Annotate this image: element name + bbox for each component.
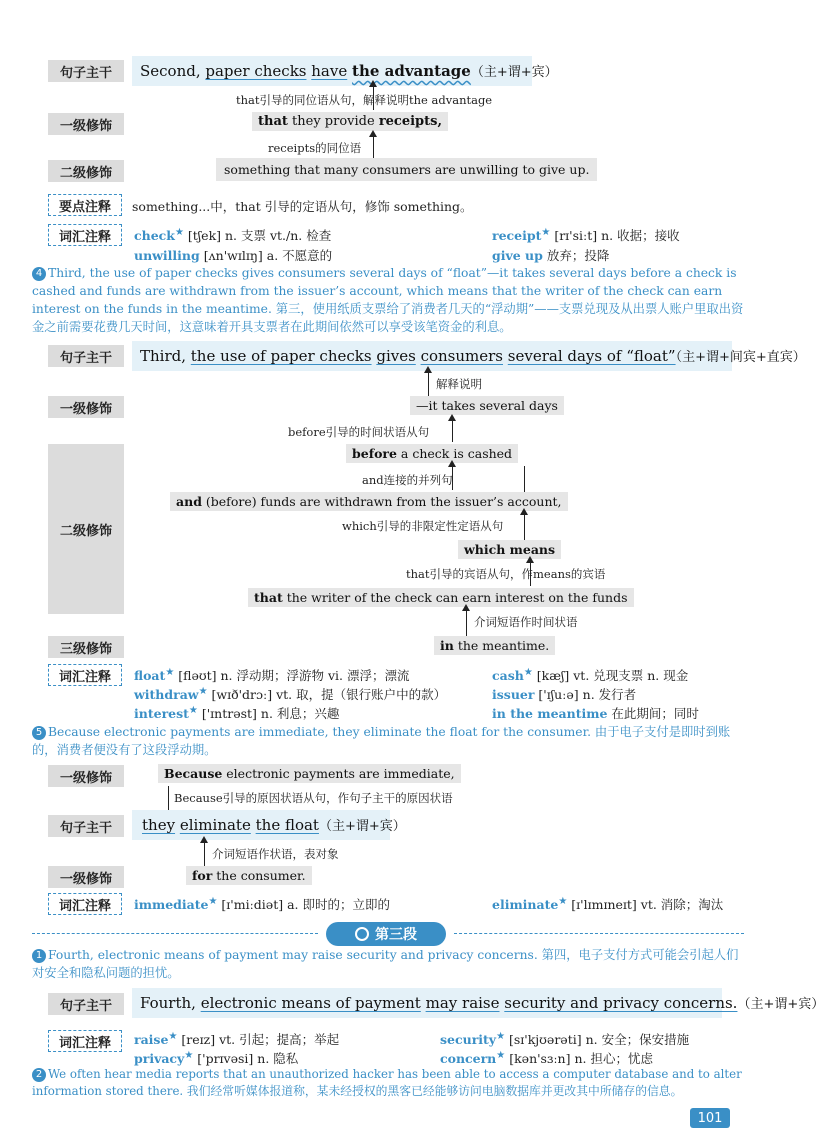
vocab-security: security★ [sɪ'kjʊərəti] n. 安全；保安措施 xyxy=(440,1030,690,1047)
lv2-before: before a check is cashed xyxy=(346,444,518,463)
note-before: before引导的时间状语从句 xyxy=(288,425,430,439)
vocab-concern: concern★ [kən'sɜːn] n. 担心；忧虑 xyxy=(440,1049,653,1066)
label-lv1-4: 一级修饰 xyxy=(48,866,124,888)
note-explain: 解释说明 xyxy=(436,377,482,391)
vocab-meantime: in the meantime 在此期间；同时 xyxy=(492,706,699,721)
paragraph-5: 5 Because electronic payments are immediate, they eliminate the float for the consumer. 由于电子支付是即时到账的，消费者便没有了这段浮动期。 xyxy=(32,725,731,757)
label-vocab-2: 词汇注释 xyxy=(48,664,122,686)
main-sentence-1: Second, paper checks have the advantage（主+谓+宾） xyxy=(140,62,558,80)
vocab-eliminate: eliminate★ [ɪ'lɪmɪneɪt] vt. 消除；淘汰 xyxy=(492,895,724,912)
lv2-that: that the writer of the check can earn interest on the funds xyxy=(248,588,634,607)
label-vocab-4: 词汇注释 xyxy=(48,1030,122,1052)
note-which: which引导的非限定性定语从句 xyxy=(342,519,504,533)
label-lv2-2: 二级修饰 xyxy=(48,444,124,614)
label-vocab-3: 词汇注释 xyxy=(48,893,122,915)
note-because: Because引导的原因状语从句，作句子主干的原因状语 xyxy=(174,791,453,805)
vocab-privacy: privacy★ ['prɪvəsi] n. 隐私 xyxy=(134,1049,299,1066)
note-receipts: receipts的同位语 xyxy=(268,141,362,155)
vocab-receipt: receipt★ [rɪ'siːt] n. 收据；接收 xyxy=(492,226,680,243)
vocab-check: check★ [tʃek] n. 支票 vt./n. 检查 xyxy=(134,226,332,243)
note-for: 介词短语作状语，表对象 xyxy=(212,847,339,861)
paragraph-1: 1 Fourth, electronic means of payment may raise security and privacy concerns. 第四，电子支付方式可能会引起人们对安全和隐私问题的担忧。 xyxy=(32,948,739,980)
search-icon xyxy=(355,927,369,941)
main-sentence-3: they eliminate the float（主+谓+宾） xyxy=(142,816,406,834)
section-heading: 第三段 xyxy=(326,922,446,946)
vocab-float: float★ [fləʊt] n. 浮动期；浮游物 vi. 漂浮；漂流 xyxy=(134,666,410,683)
label-key: 要点注释 xyxy=(48,194,122,216)
paragraph-4: 4 Third, the use of paper checks gives consumers several days of “float”—it takes several days before a check is cashed and funds are withdrawn from the issuer’s account, which means that the writer of the check can earn interest on the funds in the meantime. 第三，使用纸质支票给了消费者几天的“浮动期”——支票兑现及从出票人账户里取出资金之前需要花费几天时间，这意味着开具支票者在此期间依然可以享受该笔资金的利息。 xyxy=(32,266,744,334)
arrow xyxy=(428,372,429,396)
arrow-down xyxy=(168,786,169,812)
lv2-which: which means xyxy=(458,540,561,559)
arrow xyxy=(466,610,467,636)
vocab-issuer: issuer ['ɪʃuːə] n. 发行者 xyxy=(492,687,637,702)
vocab-interest: interest★ ['ɪntrəst] n. 利息；兴趣 xyxy=(134,704,340,721)
arrow xyxy=(452,420,453,442)
paragraph-2: 2 We often hear media reports that an unauthorized hacker has been able to access a computer database and to alter information stored there. 我们经常听媒体报道称，某未经授权的黑客已经能够访问电脑数据库并更改其中所储存的信息。 xyxy=(32,1067,742,1098)
label-main-3: 句子主干 xyxy=(48,815,124,837)
vocab-cash: cash★ [kæʃ] vt. 兑现支票 n. 现金 xyxy=(492,666,689,683)
label-vocab-1: 词汇注释 xyxy=(48,224,122,246)
lv1-because: Because electronic payments are immediate, xyxy=(158,764,461,783)
page-number: 101 xyxy=(690,1108,730,1128)
note-and: and连接的并列句 xyxy=(362,473,453,487)
key-note: something...中，that 引导的定语从句，修饰 something。 xyxy=(132,199,473,214)
lv2-clause: something that many consumers are unwilling to give up. xyxy=(216,158,597,181)
vocab-raise: raise★ [reɪz] vt. 引起；提高；举起 xyxy=(134,1030,340,1047)
note-appositive-clause: that引导的同位语从句，解释说明the advantage xyxy=(236,93,493,107)
section-rule-right xyxy=(454,933,744,934)
section-rule-left xyxy=(32,933,318,934)
lv3-in: in the meantime. xyxy=(434,636,555,655)
arrow xyxy=(524,514,525,540)
label-lv3: 三级修饰 xyxy=(48,636,124,658)
vocab-give-up: give up 放弃；投降 xyxy=(492,248,610,263)
label-lv1-2: 一级修饰 xyxy=(48,396,124,418)
lv1-clause: that they provide receipts, xyxy=(252,112,448,131)
lv2-and: and (before) funds are withdrawn from the issuer’s account, xyxy=(170,492,568,511)
label-main-2: 句子主干 xyxy=(48,345,124,367)
vocab-unwilling: unwilling [ʌn'wɪlɪŋ] a. 不愿意的 xyxy=(134,248,333,263)
lv1-for: for the consumer. xyxy=(186,866,312,885)
label-lv1-1: 一级修饰 xyxy=(48,113,124,135)
note-that: that引导的宾语从句，作means的宾语 xyxy=(406,567,606,581)
main-sentence-2: Third, the use of paper checks gives consumers several days of “float”（主+谓+间宾+直宾） xyxy=(140,347,806,365)
label-main-4: 句子主干 xyxy=(48,993,124,1015)
label-lv1-3: 一级修饰 xyxy=(48,765,124,787)
label-lv2-1: 二级修饰 xyxy=(48,160,124,182)
lv1-clause-2: —it takes several days xyxy=(410,396,564,415)
label-main-1: 句子主干 xyxy=(48,60,124,82)
note-prep: 介词短语作时间状语 xyxy=(474,615,578,629)
arrow xyxy=(204,842,205,866)
vocab-withdraw: withdraw★ [wɪð'drɔː] vt. 取，提（银行账户中的款） xyxy=(134,685,447,702)
vocab-immediate: immediate★ [ɪ'miːdiət] a. 即时的；立即的 xyxy=(134,895,390,912)
main-sentence-4: Fourth, electronic means of payment may raise security and privacy concerns.（主+谓+宾） xyxy=(140,994,824,1012)
arrow xyxy=(373,136,374,158)
